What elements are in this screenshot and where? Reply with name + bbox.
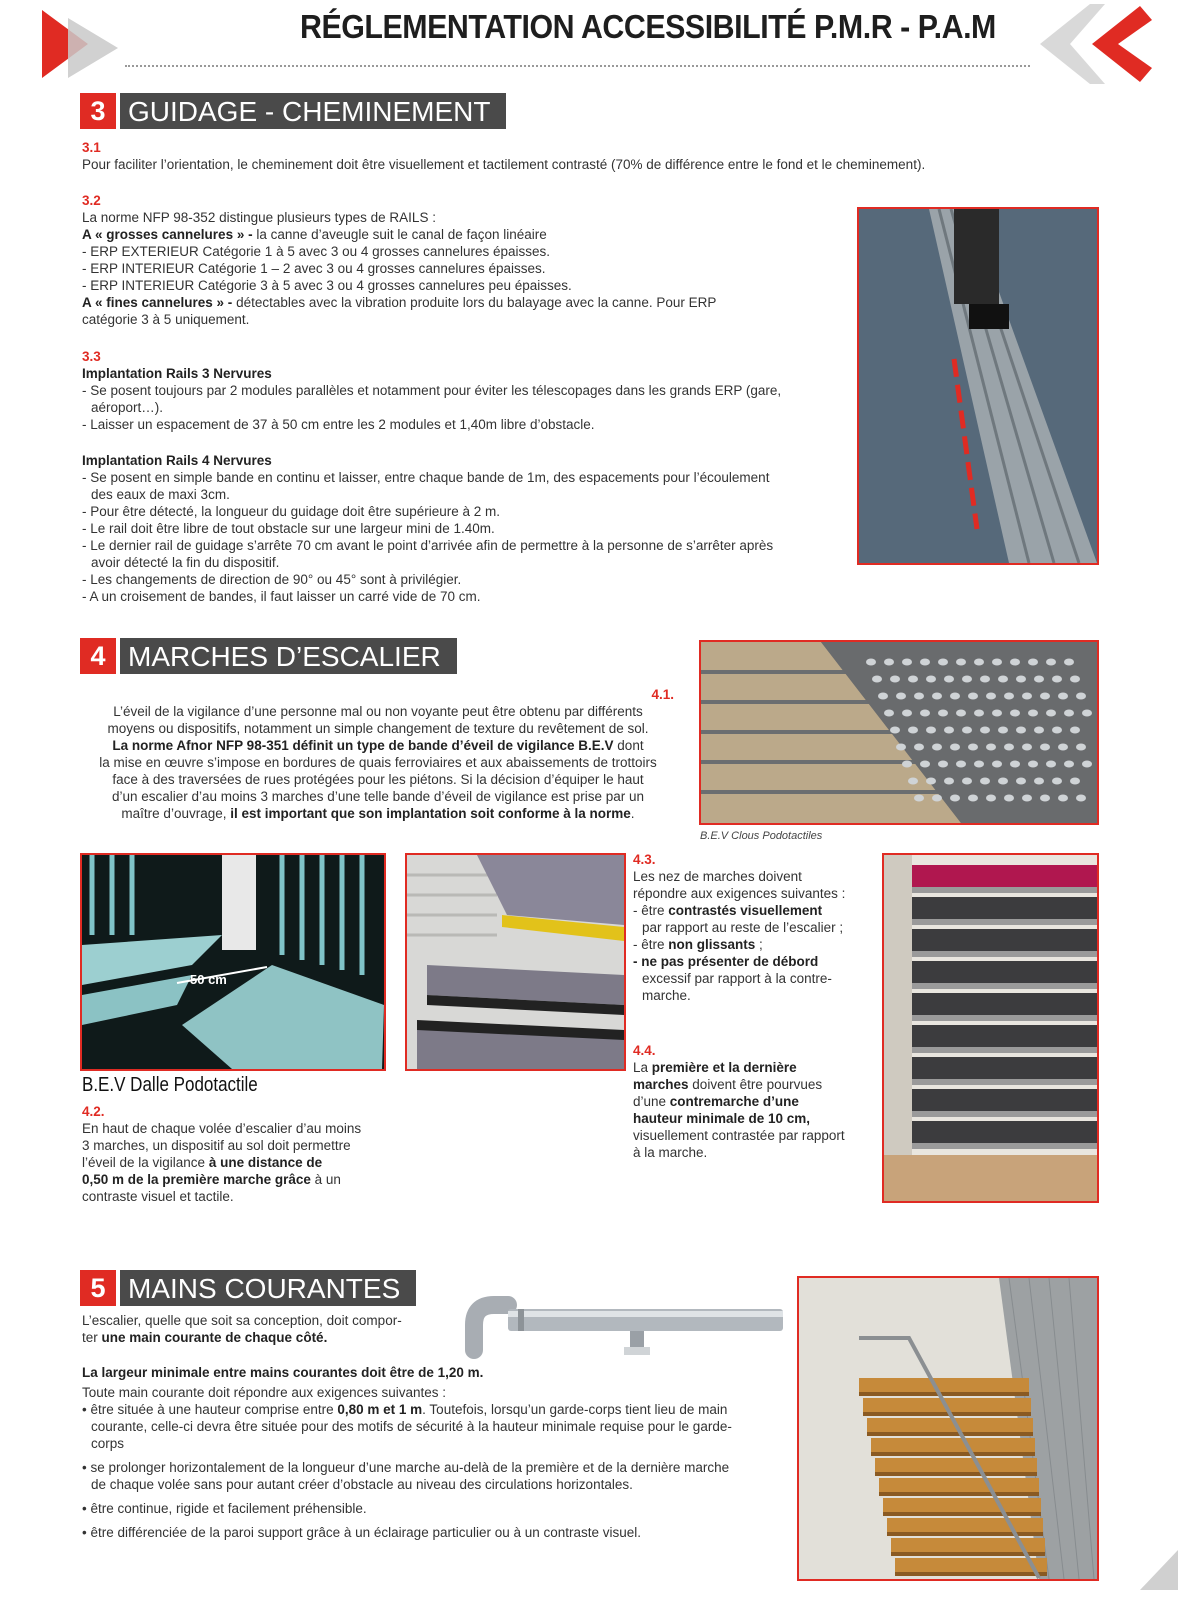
paragraph-number: 3.1 (82, 140, 101, 155)
paragraph-line: Toute main courante doit répondre aux exigences suivantes : (82, 1385, 446, 1400)
text: ; (755, 937, 763, 952)
wood-step (875, 1458, 1037, 1472)
tactile-stud (890, 676, 900, 683)
section-3-number: 3 (80, 93, 116, 129)
paragraph-line: répondre aux exigences suivantes : (633, 886, 846, 901)
text: dont (613, 738, 644, 753)
tactile-stud (1064, 659, 1074, 666)
tactile-stud (902, 761, 912, 768)
paragraph-line (82, 805, 674, 822)
paragraph-line: face à des traversées de rues protégées pour les piétons. Si la décision d’équiper le haut (112, 772, 644, 787)
tactile-stud (932, 795, 942, 802)
tactile-stud (1028, 710, 1038, 717)
tactile-stud (1016, 778, 1026, 785)
tactile-stud (938, 710, 948, 717)
text: la canne d’aveugle suit le canal de façon linéaire (252, 227, 547, 242)
wood-step-edge (891, 1552, 1045, 1556)
section-4-1 (82, 686, 674, 822)
paragraph-line (82, 1154, 387, 1171)
stair-nosing (912, 983, 1097, 989)
photo-bev-studs (699, 640, 1099, 825)
tactile-stud (956, 761, 966, 768)
section-3-2 (82, 192, 842, 328)
tactile-stud (1004, 795, 1014, 802)
tactile-stud (962, 778, 972, 785)
list-item: - Se posent en simple bande en continu et laisser, entre chaque bande de 1m, des espacements pour l’écoulement (82, 470, 770, 485)
paragraph-line: contraste visuel et tactile. (82, 1189, 234, 1204)
tactile-stud (926, 778, 936, 785)
tactile-stud (950, 744, 960, 751)
section-4-number: 4 (80, 638, 116, 674)
tactile-stud (962, 727, 972, 734)
text: - être (633, 937, 669, 952)
stair-riser (912, 993, 1097, 1015)
tactile-stud (890, 727, 900, 734)
tactile-stud (1034, 778, 1044, 785)
tactile-stud (1058, 795, 1068, 802)
tactile-stud (902, 659, 912, 666)
stair-nosing (912, 1015, 1097, 1021)
photo-guidance-rail (857, 207, 1099, 565)
bold-text: première et la dernière (651, 1060, 797, 1075)
tactile-stud (914, 693, 924, 700)
bold-text: contrastés visuellement (668, 903, 823, 918)
bold-text: 0,50 m de la première marche grâce (82, 1172, 311, 1187)
paragraph-line: L’escalier, quelle que soit sa conception, doit compor- (82, 1313, 402, 1328)
text: La (633, 1060, 652, 1075)
stair-nosing (912, 951, 1097, 957)
stair-nosing (912, 1111, 1097, 1117)
tactile-stud (974, 710, 984, 717)
tactile-stud (1064, 761, 1074, 768)
tactile-stud (926, 727, 936, 734)
tactile-stud (1022, 693, 1032, 700)
tactile-stud (1010, 659, 1020, 666)
bev-studs-illustration (701, 642, 1097, 823)
wood-step (895, 1558, 1047, 1572)
paragraph-number: 3.3 (82, 349, 101, 364)
bold-term: A « fines cannelures » - (82, 295, 233, 310)
tactile-stud (938, 761, 948, 768)
tactile-stud (1070, 727, 1080, 734)
section-4-3 (633, 851, 878, 1004)
paragraph-line (633, 1093, 878, 1110)
tactile-stud (986, 744, 996, 751)
list-item: • se prolonger horizontalement de la longueur d’une marche au-delà de la première et de la dernière marche (82, 1460, 730, 1475)
tactile-stud (878, 693, 888, 700)
tactile-stud (938, 659, 948, 666)
tactile-stud (1076, 693, 1086, 700)
tactile-stud (950, 693, 960, 700)
section-4-2 (82, 1103, 387, 1205)
bold-text: à une distance de (208, 1155, 323, 1170)
tactile-stud (896, 693, 906, 700)
stair-riser (912, 1025, 1097, 1047)
wood-step (879, 1478, 1039, 1492)
section-3-heading (80, 93, 506, 129)
stair-nosing (912, 919, 1097, 925)
tactile-stud (908, 727, 918, 734)
tactile-stud (932, 693, 942, 700)
list-item: des eaux de maxi 3cm. (91, 487, 230, 502)
wood-step-edge (859, 1392, 1029, 1396)
stair-riser (912, 865, 1097, 887)
caption-bev-studs: B.E.V Clous Podotactiles (700, 830, 823, 842)
wood-step-edge (895, 1572, 1047, 1576)
tactile-stud (1028, 659, 1038, 666)
tactile-stud (1004, 693, 1014, 700)
section-4-title: MARCHES D’ESCALIER (120, 638, 457, 674)
tactile-stud (974, 761, 984, 768)
tactile-stud (1052, 778, 1062, 785)
tactile-stud (1034, 676, 1044, 683)
bold-text: La norme Afnor NFP 98-351 définit un type de bande d’éveil de vigilance B.E.V (112, 738, 614, 753)
paragraph-line: 3 marches, un dispositif au sol doit permettre (82, 1138, 351, 1153)
section-5-body (82, 1364, 792, 1541)
text: l’éveil de la vigilance (82, 1155, 209, 1170)
list-item: - A un croisement de bandes, il faut laisser un carré vide de 70 cm. (82, 589, 481, 604)
paragraph-number: 4.4. (633, 1043, 656, 1058)
paragraph-line: Les nez de marches doivent (633, 869, 802, 884)
list-item: • être différenciée de la paroi support grâce à un éclairage particulier ou à un contraste visuel. (82, 1525, 642, 1540)
tactile-stud (1016, 727, 1026, 734)
tactile-stud (962, 676, 972, 683)
text: - être (633, 903, 669, 918)
tactile-stud (1028, 761, 1038, 768)
section-4-heading (80, 638, 457, 674)
paragraph-text: Pour faciliter l’orientation, le cheminement doit être visuellement et tactilement contrasté (70% de différence entre le fond et le cheminement). (82, 157, 926, 172)
text: maître d’ouvrage, (121, 806, 231, 821)
tactile-stud (920, 710, 930, 717)
section-3-1 (82, 139, 1042, 173)
list-item: aéroport…). (91, 400, 164, 415)
tactile-stud (884, 659, 894, 666)
tactile-stud (944, 727, 954, 734)
tactile-stud (998, 727, 1008, 734)
stair-riser (912, 961, 1097, 983)
tactile-stud (992, 710, 1002, 717)
stair-riser (912, 1089, 1097, 1111)
header-left-arrow-logo (40, 8, 130, 88)
list-item (633, 936, 878, 953)
list-item (633, 902, 878, 919)
bold-text: 0,80 m et 1 m (337, 1402, 423, 1417)
tactile-stud (944, 676, 954, 683)
stair-nosing (912, 1143, 1097, 1149)
stair-nosing (912, 1079, 1097, 1085)
list-item: - Pour être détecté, la longueur du guidage doit être supérieure à 2 m. (82, 504, 501, 519)
paragraph-line (82, 737, 674, 754)
tactile-stud (902, 710, 912, 717)
min-width-statement: La largeur minimale entre mains courantes doit être de 1,20 m. (82, 1365, 484, 1380)
tactile-stud (986, 795, 996, 802)
list-item-cont: excessif par rapport à la contre- (642, 971, 832, 986)
tactile-stud (968, 693, 978, 700)
tactile-stud (1022, 744, 1032, 751)
tactile-stud (1046, 710, 1056, 717)
photo-stair-handrail (797, 1276, 1099, 1581)
paragraph-line: L’éveil de la vigilance d’une personne mal ou non voyante peut être obtenu par différents (113, 704, 643, 719)
tactile-stud (1010, 761, 1020, 768)
section-3-title: GUIDAGE - CHEMINEMENT (120, 93, 506, 129)
tactile-stud (944, 778, 954, 785)
tactile-stud (896, 744, 906, 751)
bold-text: contremarche d’une (669, 1094, 799, 1109)
tactile-stud (1076, 795, 1086, 802)
list-item: - ERP INTERIEUR Catégorie 3 à 5 avec 3 ou 4 grosses cannelures peu épaisses. (82, 278, 572, 293)
tactile-stud (884, 710, 894, 717)
paragraph-line (633, 1059, 878, 1076)
wood-step (867, 1418, 1033, 1432)
tactile-stud (866, 659, 876, 666)
dimension-label-50cm: 50 cm (190, 972, 227, 987)
paragraph-line: à la marche. (633, 1145, 708, 1160)
section-4-4 (633, 1042, 878, 1161)
section-5-heading (80, 1270, 416, 1306)
handrail-illustration (460, 1295, 785, 1365)
text: doivent être pourvues (688, 1077, 823, 1092)
list-item (82, 1401, 792, 1418)
tactile-stud (920, 761, 930, 768)
rail-type-fines (82, 294, 842, 311)
wood-step-edge (867, 1432, 1033, 1436)
tactile-stud (1046, 761, 1056, 768)
paragraph-number: 4.1. (651, 687, 674, 702)
paragraph-line: la mise en œuvre s’impose en bordures de quais ferroviaires et aux abaissements de trottoirs (99, 755, 657, 770)
title-divider (125, 65, 1030, 67)
tactile-stud (908, 778, 918, 785)
list-item: - Le dernier rail de guidage s’arrête 70 cm avant le point d’arrivée afin de permettre à la personne de s’arrêter après (82, 538, 774, 553)
bold-text: non glissants (668, 937, 756, 952)
wood-step-edge (863, 1412, 1031, 1416)
rail-type-grosses (82, 226, 842, 243)
tactile-stud (932, 744, 942, 751)
paragraph-number: 3.2 (82, 193, 101, 208)
stair-riser (912, 1121, 1097, 1143)
text: . (630, 806, 635, 821)
list-item-cont: marche. (642, 988, 691, 1003)
list-item: - Se posent toujours par 2 modules parallèles et notamment pour éviter les télescopages dans les grands ERP (gare, (82, 383, 782, 398)
tactile-stud (980, 676, 990, 683)
stair-riser (912, 929, 1097, 951)
paragraph-line: hauteur minimale de 10 cm, (633, 1111, 811, 1126)
bold-text: marches (633, 1077, 689, 1092)
wood-step (859, 1378, 1029, 1392)
paragraph-line: En haut de chaque volée d’escalier d’au moins (82, 1121, 362, 1136)
photo-bev-slab (80, 853, 386, 1071)
wood-step-edge (883, 1512, 1041, 1516)
tactile-stud (956, 659, 966, 666)
text: . Toutefois, lorsqu’un garde-corps tient lieu de main (422, 1402, 728, 1417)
text: • être située à une hauteur comprise entre (82, 1402, 338, 1417)
bold-text: une main courante de chaque côté. (101, 1330, 328, 1345)
stair-riser (912, 1057, 1097, 1079)
tactile-stud (872, 676, 882, 683)
tactile-stud (1070, 778, 1080, 785)
tactile-stud (1076, 744, 1086, 751)
tactile-stud (926, 676, 936, 683)
paragraph-number: 4.2. (82, 1104, 105, 1119)
tactile-stud (986, 693, 996, 700)
tactile-stud (974, 659, 984, 666)
wood-step (871, 1438, 1035, 1452)
list-item-cont: courante, celle-ci devra être située pour des motifs de sécurité à la hauteur minimale requise pour le garde- (91, 1419, 732, 1434)
section-5-number: 5 (80, 1270, 116, 1306)
paragraph-text: La norme NFP 98-352 distingue plusieurs types de RAILS : (82, 210, 436, 225)
paragraph-number: 4.3. (633, 852, 656, 867)
tactile-stud (1058, 744, 1068, 751)
paragraph-line: moyens ou dispositifs, notamment un simple changement de texture du revêtement de sol. (107, 721, 649, 736)
list-item: • être continue, rigide et facilement préhensible. (82, 1501, 367, 1516)
stair-riser (912, 897, 1097, 919)
wood-step-edge (887, 1532, 1043, 1536)
tactile-stud (1046, 659, 1056, 666)
tactile-stud (1040, 693, 1050, 700)
wood-step (887, 1518, 1043, 1532)
photo-stair-risers (882, 853, 1099, 1203)
text: détectables avec la vibration produite lors du balayage avec la canne. Pour ERP (232, 295, 717, 310)
list-item: - ERP INTERIEUR Catégorie 1 – 2 avec 3 ou 4 grosses cannelures épaisses. (82, 261, 546, 276)
tactile-stud (1058, 693, 1068, 700)
stair-nosing (912, 887, 1097, 893)
list-item: - ERP EXTERIEUR Catégorie 1 à 5 avec 3 ou 4 grosses cannelures épaisses. (82, 244, 550, 259)
list-item: avoir détecté la fin du dispositif. (91, 555, 280, 570)
tactile-stud (920, 659, 930, 666)
tactile-stud (992, 659, 1002, 666)
paragraph-line (633, 1076, 878, 1093)
list-item-cont: par rapport au reste de l’escalier ; (642, 920, 844, 935)
corner-arrow-decoration (1120, 1545, 1180, 1595)
tactile-stud (1040, 744, 1050, 751)
stair-nosing (912, 1047, 1097, 1053)
wood-step-edge (871, 1452, 1035, 1456)
tactile-stud (908, 676, 918, 683)
wood-step-edge (875, 1472, 1037, 1476)
tactile-stud (1070, 676, 1080, 683)
tactile-stud (1082, 761, 1092, 768)
tactile-stud (1010, 710, 1020, 717)
section-3-3 (82, 348, 852, 605)
tactile-stud (1004, 744, 1014, 751)
subheading: Implantation Rails 4 Nervures (82, 453, 272, 468)
tactile-stud (950, 795, 960, 802)
list-item-cont: de chaque volée sans pour autant créer d’obstacle au niveau des circulations horizontales. (91, 1477, 633, 1492)
list-item: - Laisser un espacement de 37 à 50 cm entre les 2 modules et 1,40m libre d’obstacle. (82, 417, 595, 432)
paragraph-line: visuellement contrastée par rapport (633, 1128, 845, 1143)
tactile-stud (980, 778, 990, 785)
list-item: - Le rail doit être libre de tout obstacle sur une largeur mini de 1.40m. (82, 521, 495, 536)
section-5-intro (82, 1312, 442, 1346)
tactile-stud (1052, 676, 1062, 683)
subheading: Implantation Rails 3 Nervures (82, 366, 272, 381)
tactile-stud (1052, 727, 1062, 734)
tactile-stud (1022, 795, 1032, 802)
tactile-stud (1082, 710, 1092, 717)
tactile-stud (1034, 727, 1044, 734)
list-item: - Les changements de direction de 90° ou 45° sont à privilégier. (82, 572, 462, 587)
page-title: RÉGLEMENTATION ACCESSIBILITÉ P.M.R - P.A.M (300, 8, 996, 45)
paragraph-line: d’un escalier d’au moins 3 marches d’une telle bande d’éveil de vigilance est prise par un (111, 789, 645, 804)
tactile-stud (998, 676, 1008, 683)
tactile-stud (968, 744, 978, 751)
tactile-stud (1016, 676, 1026, 683)
tactile-stud (998, 778, 1008, 785)
tactile-stud (914, 795, 924, 802)
bold-term: A « grosses cannelures » - (82, 227, 253, 242)
paragraph-line (82, 1171, 387, 1188)
text: ter (82, 1330, 102, 1345)
paragraph-line (82, 1329, 442, 1346)
photo-stair-nosing (405, 853, 626, 1071)
tactile-stud (1040, 795, 1050, 802)
text: à un (310, 1172, 341, 1187)
paragraph-text: catégorie 3 à 5 uniquement. (82, 312, 250, 327)
wood-step-edge (879, 1492, 1039, 1496)
wood-step (883, 1498, 1041, 1512)
tactile-stud (992, 761, 1002, 768)
tactile-stud (956, 710, 966, 717)
section-5-title: MAINS COURANTES (120, 1270, 416, 1306)
tactile-stud (914, 744, 924, 751)
bold-text: il est important que son implantation soit conforme à la norme (230, 806, 631, 821)
list-item-cont: corps (91, 1436, 125, 1451)
tactile-stud (1064, 710, 1074, 717)
caption-bev-slab: B.E.V Dalle Podotactile (82, 1074, 258, 1096)
tactile-stud (980, 727, 990, 734)
tactile-stud (968, 795, 978, 802)
list-item: - ne pas présenter de débord (633, 954, 819, 969)
text: d’une (633, 1094, 670, 1109)
header-right-chevron-logo (1030, 2, 1160, 86)
